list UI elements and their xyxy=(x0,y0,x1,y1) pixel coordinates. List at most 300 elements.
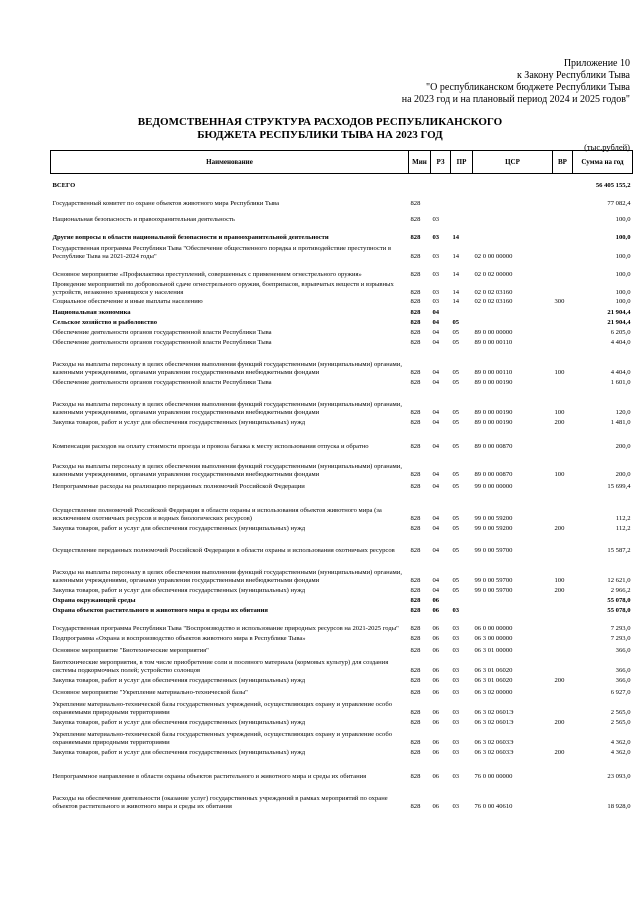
cell-csr: 89 0 00 00110 xyxy=(474,368,513,376)
cell-csr: 06 3 02 0601Э xyxy=(474,718,514,726)
table-row xyxy=(51,643,633,655)
cell-csr: 89 0 00 00190 xyxy=(474,418,513,426)
cell-vr: 200 xyxy=(554,524,565,532)
cell-csr: 99 0 00 59700 xyxy=(474,546,513,554)
cell-rz: 06 xyxy=(432,666,440,674)
cell-sum: 18 928,0 xyxy=(607,802,631,810)
cell-pr: 05 xyxy=(452,524,460,532)
cell-rz: 06 xyxy=(432,646,440,654)
cell-name: Непрограммное направление в области охраны объектов растительного и животного мира и среды их обитания xyxy=(52,772,367,780)
cell-rz: 04 xyxy=(432,546,440,554)
cell-vr: 100 xyxy=(554,408,565,416)
cell-csr xyxy=(473,208,553,224)
table-row xyxy=(51,655,633,675)
cell-pr: 03 xyxy=(452,802,460,810)
cell-sum: 55 078,0 xyxy=(607,606,631,614)
cell-vr xyxy=(553,633,573,643)
cell-name: Обеспечение деятельности органов государственной власти Республики Тыва xyxy=(52,338,272,346)
cell-min: 828 xyxy=(410,308,421,316)
cell-pr: 03 xyxy=(452,772,460,780)
cell-pr: 03 xyxy=(452,738,460,746)
cell-csr: 02 0 00 00000 xyxy=(474,252,513,260)
header-min: Мин xyxy=(409,151,431,174)
cell-min: 828 xyxy=(410,233,421,241)
cell-sum: 100,0 xyxy=(615,297,631,305)
cell-sum: 56 405 155,2 xyxy=(595,181,631,189)
cell-sum: 21 904,4 xyxy=(607,318,631,326)
cell-sum: 100,0 xyxy=(615,215,631,223)
cell-sum: 1 481,0 xyxy=(610,418,631,426)
cell-pr: 03 xyxy=(452,666,460,674)
document-title xyxy=(0,116,640,142)
cell-name: Закупка товаров, работ и услуг для обеспечения государственных (муниципальных) нужд xyxy=(52,748,306,756)
cell-name: Основное мероприятие "Биотехнические мероприятия" xyxy=(52,646,209,654)
cell-pr: 05 xyxy=(452,442,460,450)
cell-rz: 06 xyxy=(432,738,440,746)
cell-pr: 03 xyxy=(452,688,460,696)
cell-sum: 100,0 xyxy=(615,288,631,296)
cell-csr: 99 0 00 59200 xyxy=(474,514,513,522)
table-row xyxy=(51,306,633,317)
cell-pr: 05 xyxy=(452,482,460,490)
cell-name: Проведение мероприятий по добровольной сдаче огнестрельного оружия, боеприпасов, взрывчатых веществ и взрывных устройств, незаконно хранящихся у населения xyxy=(52,280,394,296)
table-row xyxy=(51,757,633,781)
cell-pr: 05 xyxy=(452,318,460,326)
table-row xyxy=(51,615,633,633)
cell-name: Закупка товаров, работ и услуг для обеспечения государственных (муниципальных) нужд xyxy=(52,418,306,426)
table-row xyxy=(51,523,633,533)
cell-csr: 02 0 02 03160 xyxy=(474,288,513,296)
cell-vr xyxy=(553,697,573,717)
cell-rz: 03 xyxy=(432,215,440,223)
cell-pr: 03 xyxy=(452,676,460,684)
cell-rz: 04 xyxy=(432,576,440,584)
cell-name: Расходы на выплаты персоналу в целях обеспечения выполнения функций государственными (муниципальными) органами, казенными учреждениями, органами управления государственными внебюджетными фондами xyxy=(52,360,402,376)
cell-name: Национальная экономика xyxy=(52,308,131,316)
cell-rz: 04 xyxy=(432,338,440,346)
cell-name: Обеспечение деятельности органов государственной власти Республики Тыва xyxy=(52,378,272,386)
cell-csr xyxy=(473,317,553,327)
cell-sum: 15 587,2 xyxy=(607,546,631,554)
cell-csr: 06 3 00 00000 xyxy=(474,634,513,642)
cell-vr xyxy=(553,337,573,347)
cell-csr: 76 0 00 40610 xyxy=(474,802,513,810)
cell-min: 828 xyxy=(410,802,421,810)
cell-vr xyxy=(553,655,573,675)
cell-pr: 05 xyxy=(452,368,460,376)
cell-min: 828 xyxy=(410,688,421,696)
cell-rz: 04 xyxy=(432,318,440,326)
cell-min xyxy=(409,174,431,190)
cell-min: 828 xyxy=(410,718,421,726)
cell-csr: 06 3 01 06020 xyxy=(474,676,513,684)
cell-rz: 06 xyxy=(432,624,440,632)
cell-pr xyxy=(451,190,473,208)
cell-vr xyxy=(553,781,573,811)
table-row xyxy=(51,417,633,427)
cell-csr xyxy=(473,190,553,208)
cell-pr xyxy=(451,208,473,224)
cell-csr xyxy=(473,605,553,615)
cell-rz: 03 xyxy=(432,233,440,241)
cell-min: 828 xyxy=(410,199,421,207)
cell-rz xyxy=(431,190,451,208)
cell-sum: 100,0 xyxy=(615,252,631,260)
cell-min: 828 xyxy=(410,368,421,376)
cell-rz: 04 xyxy=(432,378,440,386)
cell-vr xyxy=(553,727,573,747)
cell-min: 828 xyxy=(410,634,421,642)
cell-csr: 06 3 02 0603Э xyxy=(474,738,514,746)
table-row xyxy=(51,317,633,327)
cell-name: Основное мероприятие «Профилактика преступлений, совершенных с применением огнестрельного оружия» xyxy=(52,270,362,278)
cell-min: 828 xyxy=(410,596,421,604)
table-header-row xyxy=(51,151,633,174)
cell-rz: 06 xyxy=(432,772,440,780)
table-row xyxy=(51,605,633,615)
cell-vr xyxy=(553,261,573,279)
cell-vr xyxy=(553,190,573,208)
cell-csr: 99 0 00 59700 xyxy=(474,586,513,594)
table-row xyxy=(51,279,633,297)
cell-name: Сельское хозяйство и рыболовство xyxy=(52,318,158,326)
cell-min: 828 xyxy=(410,470,421,478)
table-row xyxy=(51,208,633,224)
cell-csr xyxy=(473,595,553,605)
cell-min: 828 xyxy=(410,418,421,426)
cell-sum: 120,0 xyxy=(615,408,631,416)
cell-sum: 7 293,0 xyxy=(610,634,631,642)
cell-rz: 06 xyxy=(432,718,440,726)
table-row xyxy=(51,377,633,387)
cell-name: ВСЕГО xyxy=(52,181,76,189)
cell-sum: 23 093,0 xyxy=(607,772,631,780)
cell-vr xyxy=(553,427,573,451)
cell-vr: 200 xyxy=(554,418,565,426)
cell-vr: 300 xyxy=(554,297,565,305)
cell-rz: 06 xyxy=(432,688,440,696)
cell-pr: 03 xyxy=(452,646,460,654)
cell-rz: 06 xyxy=(432,676,440,684)
cell-min: 828 xyxy=(410,738,421,746)
cell-rz: 04 xyxy=(432,442,440,450)
cell-vr xyxy=(553,643,573,655)
appendix-note xyxy=(402,58,630,106)
cell-csr: 99 0 00 59200 xyxy=(474,524,513,532)
cell-rz: 03 xyxy=(432,288,440,296)
cell-pr: 03 xyxy=(452,634,460,642)
cell-name: Расходы на выплаты персоналу в целях обеспечения выполнения функций государственными (муниципальными) органами, казенными учреждениями, органами управления государственными внебюджетными фондами xyxy=(52,400,402,416)
cell-csr xyxy=(473,174,553,190)
cell-name: Закупка товаров, работ и услуг для обеспечения государственных (муниципальных) нужд xyxy=(52,524,306,532)
cell-vr xyxy=(553,491,573,523)
cell-sum: 366,0 xyxy=(615,676,631,684)
cell-min: 828 xyxy=(410,676,421,684)
cell-pr: 05 xyxy=(452,514,460,522)
cell-rz: 04 xyxy=(432,482,440,490)
table-row xyxy=(51,585,633,595)
cell-name: Осуществление переданных полномочий Российской Федерации в области охраны и использования охотничьих ресурсов xyxy=(52,546,395,554)
cell-csr: 06 3 02 0603Э xyxy=(474,748,514,756)
table-row xyxy=(51,633,633,643)
cell-vr xyxy=(553,242,573,261)
cell-sum: 100,0 xyxy=(615,233,631,241)
cell-name: Национальная безопасность и правоохранительная деятельность xyxy=(52,215,235,223)
cell-min: 828 xyxy=(410,524,421,532)
cell-name: Расходы на выплаты персоналу в целях обеспечения выполнения функций государственными (муниципальными) органами, казенными учреждениями, органами управления государственными внебюджетными фондами xyxy=(52,568,402,584)
table-row xyxy=(51,297,633,306)
cell-min: 828 xyxy=(410,708,421,716)
table-row xyxy=(51,261,633,279)
cell-name: Укрепление материально-технической базы государственных учреждений, осуществляющих охрану и управление особо охраняемыми природными территориями xyxy=(52,730,392,746)
table-row xyxy=(51,327,633,337)
cell-name: Закупка товаров, работ и услуг для обеспечения государственных (муниципальных) нужд xyxy=(52,718,306,726)
table-row xyxy=(51,174,633,190)
cell-sum: 2 565,0 xyxy=(610,718,631,726)
cell-name: Государственная программа Республики Тыва "Обеспечение общественного порядка и противодействие преступности в Республике Тыва на 2021-2024 годы" xyxy=(52,244,392,260)
cell-rz: 04 xyxy=(432,524,440,532)
cell-sum: 112,2 xyxy=(615,514,631,522)
cell-sum: 1 601,0 xyxy=(610,378,631,386)
cell-min: 828 xyxy=(410,772,421,780)
unit-label: (тыс.рублей) xyxy=(584,142,630,152)
table-body xyxy=(51,174,633,811)
appendix-line-3: "О республиканском бюджете Республики Тыва xyxy=(426,82,630,93)
cell-min: 828 xyxy=(410,297,421,305)
header-vr: ВР xyxy=(553,151,573,174)
cell-vr xyxy=(553,208,573,224)
cell-name: Другие вопросы в области национальной безопасности и правоохранительной деятельности xyxy=(52,233,329,241)
cell-csr: 89 0 00 00190 xyxy=(474,378,513,386)
cell-min: 828 xyxy=(410,442,421,450)
cell-min: 828 xyxy=(410,270,421,278)
cell-pr: 14 xyxy=(452,233,460,241)
table-row xyxy=(51,451,633,479)
cell-csr: 06 3 01 00000 xyxy=(474,646,513,654)
cell-csr: 99 0 00 00000 xyxy=(474,482,513,490)
cell-pr: 03 xyxy=(452,708,460,716)
cell-vr xyxy=(553,224,573,242)
cell-vr xyxy=(553,479,573,491)
cell-pr: 05 xyxy=(452,586,460,594)
cell-min: 828 xyxy=(410,666,421,674)
cell-min: 828 xyxy=(410,482,421,490)
cell-vr xyxy=(553,685,573,697)
cell-rz: 04 xyxy=(432,586,440,594)
table-row xyxy=(51,727,633,747)
cell-rz: 06 xyxy=(432,748,440,756)
cell-rz: 03 xyxy=(432,252,440,260)
cell-csr: 02 0 02 00000 xyxy=(474,270,513,278)
cell-min: 828 xyxy=(410,586,421,594)
table-row xyxy=(51,697,633,717)
header-csr: ЦСР xyxy=(473,151,553,174)
cell-sum: 366,0 xyxy=(615,646,631,654)
table-row xyxy=(51,347,633,377)
cell-rz: 03 xyxy=(432,297,440,305)
cell-min: 828 xyxy=(410,748,421,756)
cell-sum: 4 404,0 xyxy=(610,368,631,376)
cell-min: 828 xyxy=(410,606,421,614)
cell-csr: 89 0 00 00870 xyxy=(474,442,513,450)
cell-min: 828 xyxy=(410,624,421,632)
cell-pr: 03 xyxy=(452,718,460,726)
cell-rz: 04 xyxy=(432,308,440,316)
cell-sum: 4 404,0 xyxy=(610,338,631,346)
appendix-line-4: на 2023 год и на плановый период 2024 и 2025 годов" xyxy=(401,94,630,105)
table-row xyxy=(51,427,633,451)
cell-sum: 55 078,0 xyxy=(607,596,631,604)
cell-min: 828 xyxy=(410,576,421,584)
table-row xyxy=(51,747,633,757)
cell-min: 828 xyxy=(410,514,421,522)
cell-name: Охрана объектов растительного и животного мира и среды их обитания xyxy=(52,606,268,614)
cell-rz: 06 xyxy=(432,708,440,716)
cell-csr: 89 0 00 00870 xyxy=(474,470,513,478)
cell-pr: 05 xyxy=(452,576,460,584)
cell-pr xyxy=(451,595,473,605)
table-row xyxy=(51,242,633,261)
cell-name: Охрана окружающей среды xyxy=(52,596,136,604)
cell-csr: 89 0 00 00110 xyxy=(474,338,513,346)
budget-table xyxy=(50,150,633,811)
cell-vr xyxy=(553,377,573,387)
cell-rz: 06 xyxy=(432,634,440,642)
cell-rz xyxy=(431,174,451,190)
appendix-line-2: к Закону Республики Тыва xyxy=(516,70,630,81)
table-row xyxy=(51,595,633,605)
cell-min: 828 xyxy=(410,328,421,336)
cell-min: 828 xyxy=(410,318,421,326)
cell-vr: 200 xyxy=(554,748,565,756)
cell-name: Государственная программа Республики Тыва "Воспроизводство и использование природных ресурсов на 2021-2025 годы" xyxy=(52,624,399,632)
cell-pr: 05 xyxy=(452,408,460,416)
title-line-2: БЮДЖЕТА РЕСПУБЛИКИ ТЫВА НА 2023 ГОД xyxy=(197,129,443,141)
cell-rz: 06 xyxy=(432,802,440,810)
cell-vr xyxy=(553,327,573,337)
cell-vr: 100 xyxy=(554,470,565,478)
cell-sum: 200,0 xyxy=(615,470,631,478)
cell-vr xyxy=(553,615,573,633)
cell-vr: 100 xyxy=(554,576,565,584)
cell-pr xyxy=(451,306,473,317)
cell-min: 828 xyxy=(410,338,421,346)
cell-pr: 05 xyxy=(452,328,460,336)
cell-name: Социальное обеспечение и иные выплаты населению xyxy=(52,297,203,305)
table-row xyxy=(51,190,633,208)
header-rz: РЗ xyxy=(431,151,451,174)
cell-min: 828 xyxy=(410,408,421,416)
cell-sum: 2 966,2 xyxy=(610,586,631,594)
cell-name: Закупка товаров, работ и услуг для обеспечения государственных (муниципальных) нужд xyxy=(52,676,306,684)
cell-csr: 06 0 00 00000 xyxy=(474,624,513,632)
cell-pr: 05 xyxy=(452,418,460,426)
cell-pr: 05 xyxy=(452,470,460,478)
cell-rz: 06 xyxy=(432,596,440,604)
table-row xyxy=(51,491,633,523)
cell-pr: 03 xyxy=(452,624,460,632)
cell-pr: 03 xyxy=(452,606,460,614)
cell-csr: 02 0 02 03160 xyxy=(474,297,513,305)
table-row xyxy=(51,675,633,685)
cell-rz: 04 xyxy=(432,418,440,426)
cell-pr: 05 xyxy=(452,338,460,346)
cell-name: Обеспечение деятельности органов государственной власти Республики Тыва xyxy=(52,328,272,336)
table-row xyxy=(51,337,633,347)
cell-min: 828 xyxy=(410,546,421,554)
table-row xyxy=(51,555,633,585)
cell-name: Биотехнические мероприятия, в том числе приобретение соли и посевного материала (кормовых культур) для создания системы подкормочных полей; устройство солонцов xyxy=(52,658,389,674)
appendix-line-1: Приложение 10 xyxy=(563,58,630,69)
cell-sum: 366,0 xyxy=(615,666,631,674)
cell-pr: 05 xyxy=(452,378,460,386)
cell-vr: 200 xyxy=(554,586,565,594)
cell-vr xyxy=(553,279,573,297)
table-row xyxy=(51,781,633,811)
cell-sum: 6 927,0 xyxy=(610,688,631,696)
cell-name: Расходы на обеспечение деятельности (оказание услуг) государственных учреждений в рамках мероприятий по охране объектов растительного и животного мира и среды их обитания xyxy=(52,794,388,810)
cell-csr: 06 3 02 0601Э xyxy=(474,708,514,716)
cell-sum: 4 362,0 xyxy=(610,738,631,746)
header-pr: ПР xyxy=(451,151,473,174)
cell-name: Основное мероприятие "Укрепление материально-технической базы" xyxy=(52,688,248,696)
cell-sum: 100,0 xyxy=(615,270,631,278)
cell-name: Укрепление материально-технической базы государственных учреждений, осуществляющих охрану и управление особо охраняемыми природными территориями xyxy=(52,700,392,716)
cell-csr: 76 0 00 00000 xyxy=(474,772,513,780)
cell-name: Непрограммные расходы на реализацию переданных полномочий Российской Федерации xyxy=(52,482,305,490)
cell-vr xyxy=(553,306,573,317)
table-row xyxy=(51,685,633,697)
cell-vr xyxy=(553,595,573,605)
cell-vr: 100 xyxy=(554,368,565,376)
cell-sum: 77 082,4 xyxy=(607,199,631,207)
cell-pr: 14 xyxy=(452,252,460,260)
cell-pr xyxy=(451,174,473,190)
cell-rz: 06 xyxy=(432,606,440,614)
cell-vr xyxy=(553,757,573,781)
cell-csr: 89 0 00 00000 xyxy=(474,328,513,336)
cell-sum: 21 904,4 xyxy=(607,308,631,316)
cell-min: 828 xyxy=(410,378,421,386)
title-line-1: ВЕДОМСТВЕННАЯ СТРУКТУРА РАСХОДОВ РЕСПУБЛИКАНСКОГО xyxy=(137,116,503,128)
cell-name: Подпрограмма «Охрана и воспроизводство объектов животного мира в Республике Тыва» xyxy=(52,634,306,642)
cell-csr xyxy=(473,224,553,242)
cell-sum: 200,0 xyxy=(615,442,631,450)
cell-name: Компенсация расходов на оплату стоимости проезда и провоза багажа к месту использования отпуска и обратно xyxy=(52,442,369,450)
table-row xyxy=(51,533,633,555)
cell-vr xyxy=(553,605,573,615)
table-row xyxy=(51,224,633,242)
cell-vr: 200 xyxy=(554,718,565,726)
cell-pr: 14 xyxy=(452,270,460,278)
cell-pr: 03 xyxy=(452,748,460,756)
cell-rz: 03 xyxy=(432,270,440,278)
cell-pr: 14 xyxy=(452,288,460,296)
cell-csr: 06 3 02 00000 xyxy=(474,688,513,696)
cell-min: 828 xyxy=(410,646,421,654)
table-row xyxy=(51,479,633,491)
cell-sum: 4 362,0 xyxy=(610,748,631,756)
cell-csr xyxy=(473,306,553,317)
cell-min: 828 xyxy=(410,215,421,223)
cell-pr: 14 xyxy=(452,297,460,305)
cell-name: Осуществление полномочий Российской Федерации в области охраны и использования объектов животного мира (за исключением охотничьих ресурсов и водных биологических ресурсов) xyxy=(52,506,382,522)
cell-rz: 04 xyxy=(432,408,440,416)
cell-name: Государственный комитет по охране объектов животного мира Республики Тыва xyxy=(52,199,280,207)
cell-rz: 04 xyxy=(432,328,440,336)
cell-csr: 06 3 01 06020 xyxy=(474,666,513,674)
cell-sum: 7 293,0 xyxy=(610,624,631,632)
